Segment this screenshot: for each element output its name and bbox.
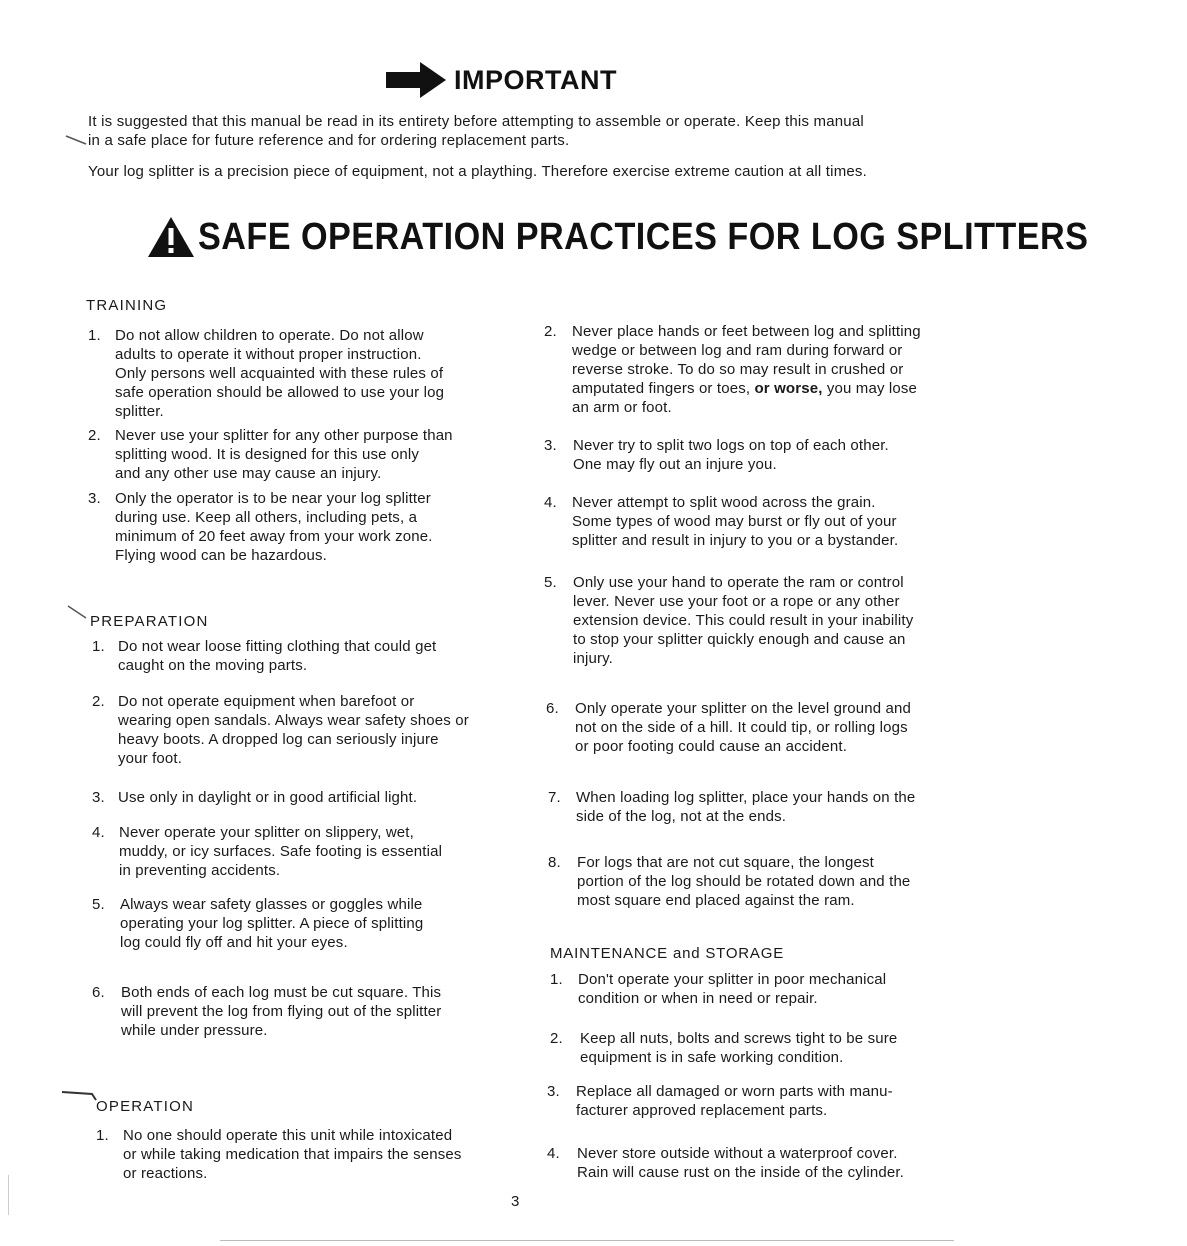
page-number: 3 [511,1193,520,1210]
intro-paragraph-1 [88,112,948,150]
section-title-maintenance: MAINTENANCE and STORAGE [550,945,785,962]
bottom-divider [220,1240,954,1241]
important-header [386,60,617,100]
intro-line-2: in a safe place for future reference and for ordering replacement parts. [88,132,570,149]
section-title-operation: OPERATION [96,1098,195,1115]
intro-line-1: It is suggested that this manual be read in its entirety before attempting to assemble or operate. Keep this manual [88,113,864,130]
safety-heading-title: SAFE OPERATION PRACTICES FOR LOG SPLITTERS [198,215,1089,258]
left-margin-mark [8,1175,9,1215]
safety-heading [146,212,1187,262]
section-title-preparation: PREPARATION [90,613,209,630]
warning-triangle-icon [146,215,196,259]
scan-mark [68,606,92,622]
scan-mark [62,1088,98,1104]
intro-paragraph-2: Your log splitter is a precision piece of equipment, not a plaything. Therefore exercise extreme caution at all times. [88,163,868,180]
scan-mark [66,134,90,148]
section-title-training: TRAINING [86,297,168,314]
important-title: IMPORTANT [454,64,617,95]
arrow-right-icon [386,60,448,100]
